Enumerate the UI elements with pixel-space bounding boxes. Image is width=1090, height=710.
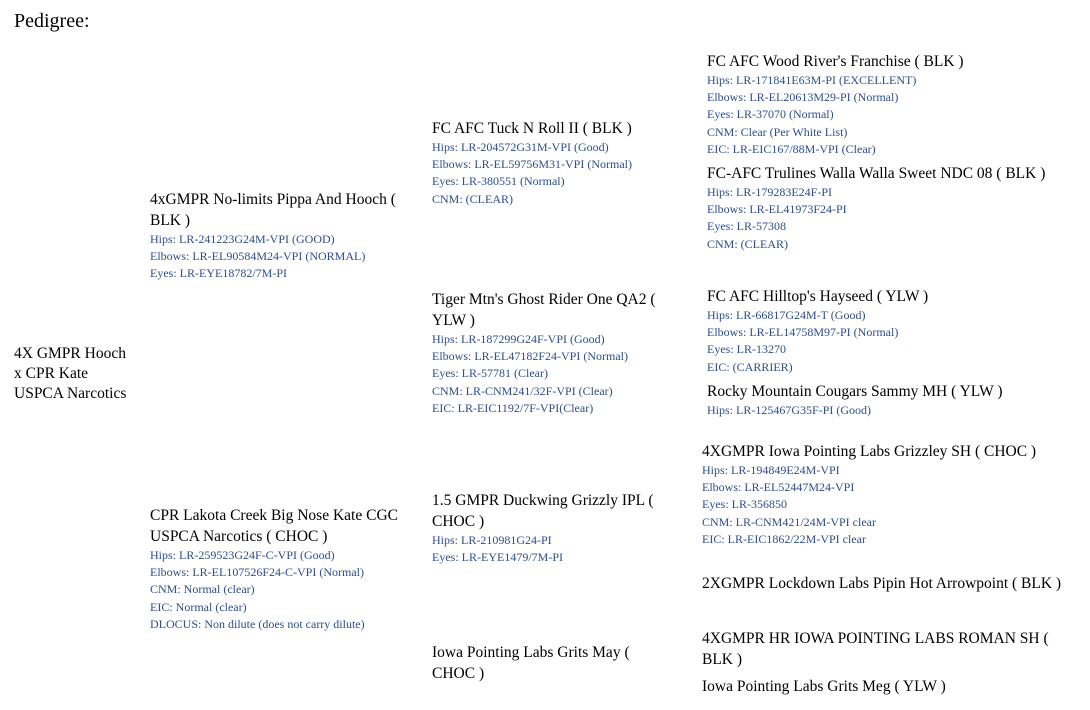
health-list [707,402,1077,419]
health-item: Eyes: LR-EYE1479/7M-PI [432,550,563,565]
health-item: EIC: LR-EIC167/88M-VPI (Clear) [707,141,876,156]
great-grandparent-entry [707,51,1067,158]
subject-name: 4X GMPR Hooch x CPR Kate USPCA Narcotics [14,345,127,402]
health-item: Eyes: LR-37070 (Normal) [707,107,834,122]
health-list [432,532,690,566]
dog-name: FC AFC Wood River's Franchise ( BLK ) [707,53,964,70]
dam-entry [150,505,418,633]
dog-name: 1.5 GMPR Duckwing Grizzly IPL ( CHOC ) [432,492,654,530]
health-item: Eyes: LR-EYE18782/7M-PI [150,266,287,281]
health-item: Elbows: LR-EL107526F24-C-VPI (Normal) [150,565,364,580]
health-item: Eyes: LR-380551 (Normal) [432,174,565,189]
health-item: Eyes: LR-13270 [707,342,786,357]
maternal-granddam-entry [432,642,672,684]
health-item: Hips: LR-210981G24-PI [432,533,552,547]
page-title: Pedigree: [14,10,90,32]
dog-name: CPR Lakota Creek Big Nose Kate CGC USPCA Narcotics ( CHOC ) [150,507,398,545]
health-item: CNM: Clear (Per White List) [707,124,848,139]
great-grandparent-entry [707,381,1077,419]
health-list [150,231,430,283]
health-item: Hips: LR-194849E24M-VPI [702,463,840,477]
health-item: Elbows: LR-EL20613M29-PI (Normal) [707,90,899,105]
great-grandparent-entry [702,676,1072,697]
health-item: Elbows: LR-EL41973F24-PI [707,202,847,217]
great-grandparent-entry [707,163,1047,253]
health-item: Eyes: LR-57781 (Clear) [432,366,548,381]
health-list [150,547,418,633]
health-item: Elbows: LR-EL47182F24-VPI (Normal) [432,349,628,364]
health-item: CNM: (CLEAR) [432,191,513,206]
health-item: Elbows: LR-EL59756M31-VPI (Normal) [432,157,632,172]
health-item: Hips: LR-204572G31M-VPI (Good) [432,140,609,154]
health-item: Elbows: LR-EL90584M24-VPI (NORMAL) [150,249,366,264]
maternal-grandsire-entry [432,490,690,566]
health-item: EIC: LR-EIC1192/7F-VPI(Clear) [432,400,594,415]
health-item: CNM: LR-CNM421/24M-VPI clear [702,514,876,529]
health-item: EIC: LR-EIC1862/22M-VPI clear [702,531,866,546]
dog-name: 4XGMPR Iowa Pointing Labs Grizzley SH ( CHOC ) [702,443,1037,460]
health-item: Eyes: LR-356850 [702,497,787,512]
great-grandparent-entry [707,286,1067,376]
dog-name: Tiger Mtn's Ghost Rider One QA2 ( YLW ) [432,291,656,329]
health-item: Hips: LR-241223G24M-VPI (GOOD) [150,232,335,246]
health-item: Hips: LR-179283E24F-PI [707,185,833,199]
dog-name: FC AFC Tuck N Roll II ( BLK ) [432,120,632,137]
great-grandparent-entry [702,441,1068,548]
great-grandparent-entry [702,628,1062,670]
dog-name: 4XGMPR HR IOWA POINTING LABS ROMAN SH ( BLK ) [702,630,1049,668]
paternal-grandsire-entry [432,118,692,208]
health-list [707,72,1067,158]
health-item: DLOCUS: Non dilute (does not carry dilute) [150,616,365,631]
dog-name: Iowa Pointing Labs Grits Meg ( YLW ) [702,678,946,695]
health-item: CNM: Normal (clear) [150,582,255,597]
great-grandparent-entry [702,573,1062,594]
health-list [702,462,1068,548]
health-list [432,331,690,417]
health-list [707,184,1047,253]
dog-name: 4xGMPR No-limits Pippa And Hooch ( BLK ) [150,191,396,229]
paternal-granddam-entry [432,289,690,417]
health-list [707,307,1067,376]
health-item: CNM: (CLEAR) [707,236,788,251]
subject-entry [14,344,144,404]
health-item: Hips: LR-125467G35F-PI (Good) [707,403,871,417]
dog-name: FC AFC Hilltop's Hayseed ( YLW ) [707,288,929,305]
health-item: Eyes: LR-57308 [707,219,786,234]
health-item: Hips: LR-171841E63M-PI (EXCELLENT) [707,73,917,87]
health-list [432,139,692,208]
sire-entry [150,189,430,283]
health-item: Hips: LR-66817G24M-T (Good) [707,308,866,322]
health-item: EIC: (CARRIER) [707,359,793,374]
health-item: Elbows: LR-EL14758M97-PI (Normal) [707,325,899,340]
dog-name: Iowa Pointing Labs Grits May ( CHOC ) [432,644,630,682]
health-item: CNM: LR-CNM241/32F-VPI (Clear) [432,383,613,398]
dog-name: FC-AFC Trulines Walla Walla Sweet NDC 08 ( BLK ) [707,165,1046,182]
dog-name: 2XGMPR Lockdown Labs Pipin Hot Arrowpoint ( BLK ) [702,575,1062,592]
health-item: Elbows: LR-EL52447M24-VPI [702,480,855,495]
health-item: EIC: Normal (clear) [150,599,247,614]
health-item: Hips: LR-259523G24F-C-VPI (Good) [150,548,335,562]
dog-name: Rocky Mountain Cougars Sammy MH ( YLW ) [707,383,1003,400]
health-item: Hips: LR-187299G24F-VPI (Good) [432,332,605,346]
